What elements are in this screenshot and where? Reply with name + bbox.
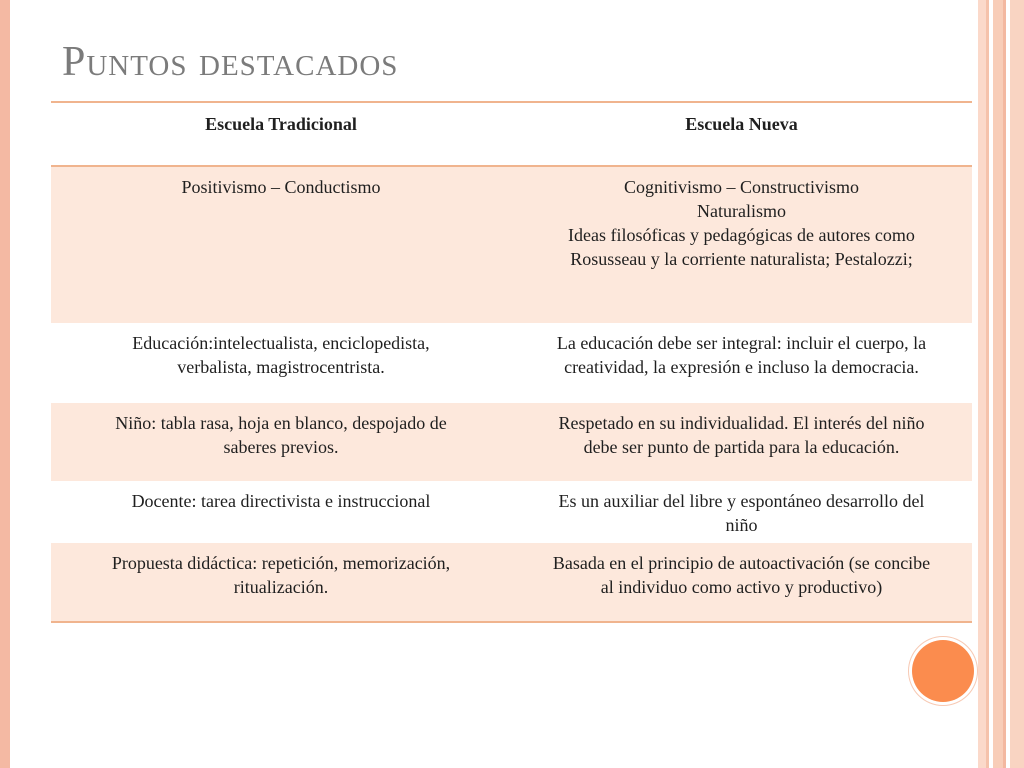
table-cell xyxy=(51,543,511,621)
table-cell xyxy=(51,403,511,481)
decorative-circle-icon xyxy=(912,640,974,702)
header-escuela-tradicional: Escuela Tradicional xyxy=(205,114,357,134)
cell-line: Niño: tabla rasa, hoja en blanco, despojado de xyxy=(115,413,447,433)
table-cell xyxy=(51,167,511,323)
cell-text: Positivismo – Conductismo xyxy=(181,177,381,197)
right-stripe-decoration xyxy=(1003,0,1006,768)
right-stripe-decoration xyxy=(1010,0,1024,768)
cell-line: Basada en el principio de autoactivación (se concibe xyxy=(552,553,931,573)
table-cell xyxy=(511,323,972,403)
header-escuela-nueva: Escuela Nueva xyxy=(685,114,798,134)
cell-line: Ideas filosóficas y pedagógicas de autores como xyxy=(568,225,915,245)
cell-line: Docente: tarea directivista e instruccional xyxy=(131,491,431,511)
slide-title: Puntos destacados xyxy=(62,39,399,85)
cell-line: ritualización. xyxy=(233,577,329,597)
cell-line: Propuesta didáctica: repetición, memorización, xyxy=(111,553,451,573)
right-stripe-decoration xyxy=(993,0,1003,768)
cell-line: Es un auxiliar del libre y espontáneo desarrollo del xyxy=(558,491,925,511)
table-cell xyxy=(51,323,511,403)
table-cell xyxy=(511,403,972,481)
table-cell xyxy=(51,481,511,543)
table-cell xyxy=(511,543,972,621)
cell-line: Educación:intelectualista, enciclopedista, xyxy=(132,333,430,353)
right-stripe-decoration xyxy=(986,0,989,768)
comparison-table xyxy=(51,101,972,623)
table-row xyxy=(51,323,972,403)
cell-line: Cognitivismo – Constructivismo xyxy=(623,177,860,197)
left-border-decoration xyxy=(0,0,10,768)
table-row xyxy=(51,167,972,323)
cell-line: saberes previos. xyxy=(223,437,339,457)
cell-line: creatividad, la expresión e incluso la democracia. xyxy=(564,357,919,377)
cell-line: verbalista, magistrocentrista. xyxy=(177,357,385,377)
cell-line: al individuo como activo y productivo) xyxy=(600,577,883,597)
table-row xyxy=(51,403,972,481)
table-header-row xyxy=(51,101,972,167)
table-cell xyxy=(511,481,972,543)
cell-line: niño xyxy=(725,515,758,535)
table-row xyxy=(51,543,972,623)
cell-line: La educación debe ser integral: incluir el cuerpo, la xyxy=(556,333,927,353)
table-row xyxy=(51,481,972,543)
cell-line: Rosusseau y la corriente naturalista; Pestalozzi; xyxy=(570,249,913,269)
cell-line: debe ser punto de partida para la educación. xyxy=(583,437,900,457)
right-stripe-decoration xyxy=(978,0,986,768)
table-cell xyxy=(511,167,972,323)
cell-line: Naturalismo xyxy=(697,201,786,221)
cell-line: Respetado en su individualidad. El interés del niño xyxy=(558,413,925,433)
